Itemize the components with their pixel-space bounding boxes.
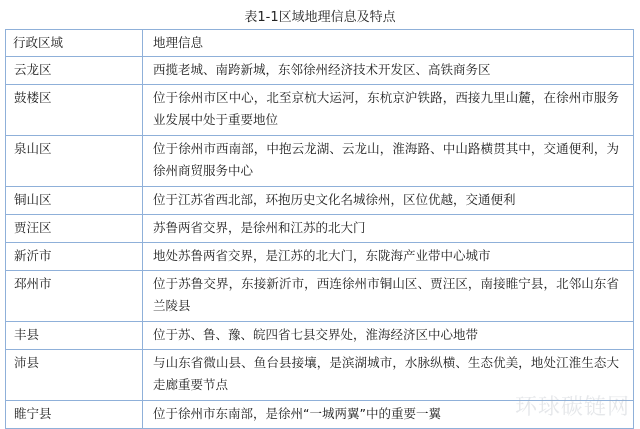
region-cell: 丰县 [6, 322, 143, 350]
region-cell: 云龙区 [6, 57, 143, 85]
region-cell: 泉山区 [6, 136, 143, 187]
info-cell: 位于徐州市西南部，中抱云龙湖、云龙山，淮海路、中山路横贯其中，交通便利，为徐州商贸服务中心 [143, 136, 634, 187]
header-info: 地理信息 [143, 30, 634, 57]
table-body [6, 57, 634, 429]
info-cell: 位于徐州市东南部，是徐州“一城两翼”中的重要一翼 [143, 401, 634, 429]
region-info-table [5, 29, 634, 429]
table-row [6, 215, 634, 243]
table-row [6, 187, 634, 215]
info-cell: 西揽老城、南跨新城，东邻徐州经济技术开发区、高铁商务区 [143, 57, 634, 85]
table-header-row [6, 30, 634, 57]
header-region: 行政区域 [6, 30, 143, 57]
region-cell: 贾汪区 [6, 215, 143, 243]
watermark-text: 环球碳链网 [514, 395, 630, 420]
region-cell: 新沂市 [6, 243, 143, 271]
table-row [6, 350, 634, 401]
table-row [6, 85, 634, 136]
table-caption: 表1-1区域地理信息及特点 [244, 10, 396, 25]
table-row [6, 322, 634, 350]
info-cell: 地处苏鲁两省交界，是江苏的北大门，东陇海产业带中心城市 [143, 243, 634, 271]
info-cell: 位于苏鲁交界，东接新沂市，西连徐州市铜山区、贾汪区，南接睢宁县，北邻山东省兰陵县 [143, 271, 634, 322]
table-row [6, 271, 634, 322]
info-cell: 与山东省微山县、鱼台县接壤，是滨湖城市，水脉纵横、生态优美，地处江淮生态大走廊重要节点 [143, 350, 634, 401]
region-cell: 邳州市 [6, 271, 143, 322]
info-cell: 位于江苏省西北部，环抱历史文化名城徐州，区位优越，交通便利 [143, 187, 634, 215]
table-row [6, 243, 634, 271]
region-cell: 鼓楼区 [6, 85, 143, 136]
table-row [6, 57, 634, 85]
region-cell: 沛县 [6, 350, 143, 401]
region-cell: 铜山区 [6, 187, 143, 215]
info-cell: 位于徐州市区中心，北至京杭大运河，东杭京沪铁路，西接九里山麓，在徐州市服务业发展中处于重要地位 [143, 85, 634, 136]
info-cell: 苏鲁两省交界，是徐州和江苏的北大门 [143, 215, 634, 243]
region-cell: 睢宁县 [6, 401, 143, 429]
info-cell: 位于苏、鲁、豫、皖四省七县交界处，淮海经济区中心地带 [143, 322, 634, 350]
table-row [6, 401, 634, 429]
table-row [6, 136, 634, 187]
